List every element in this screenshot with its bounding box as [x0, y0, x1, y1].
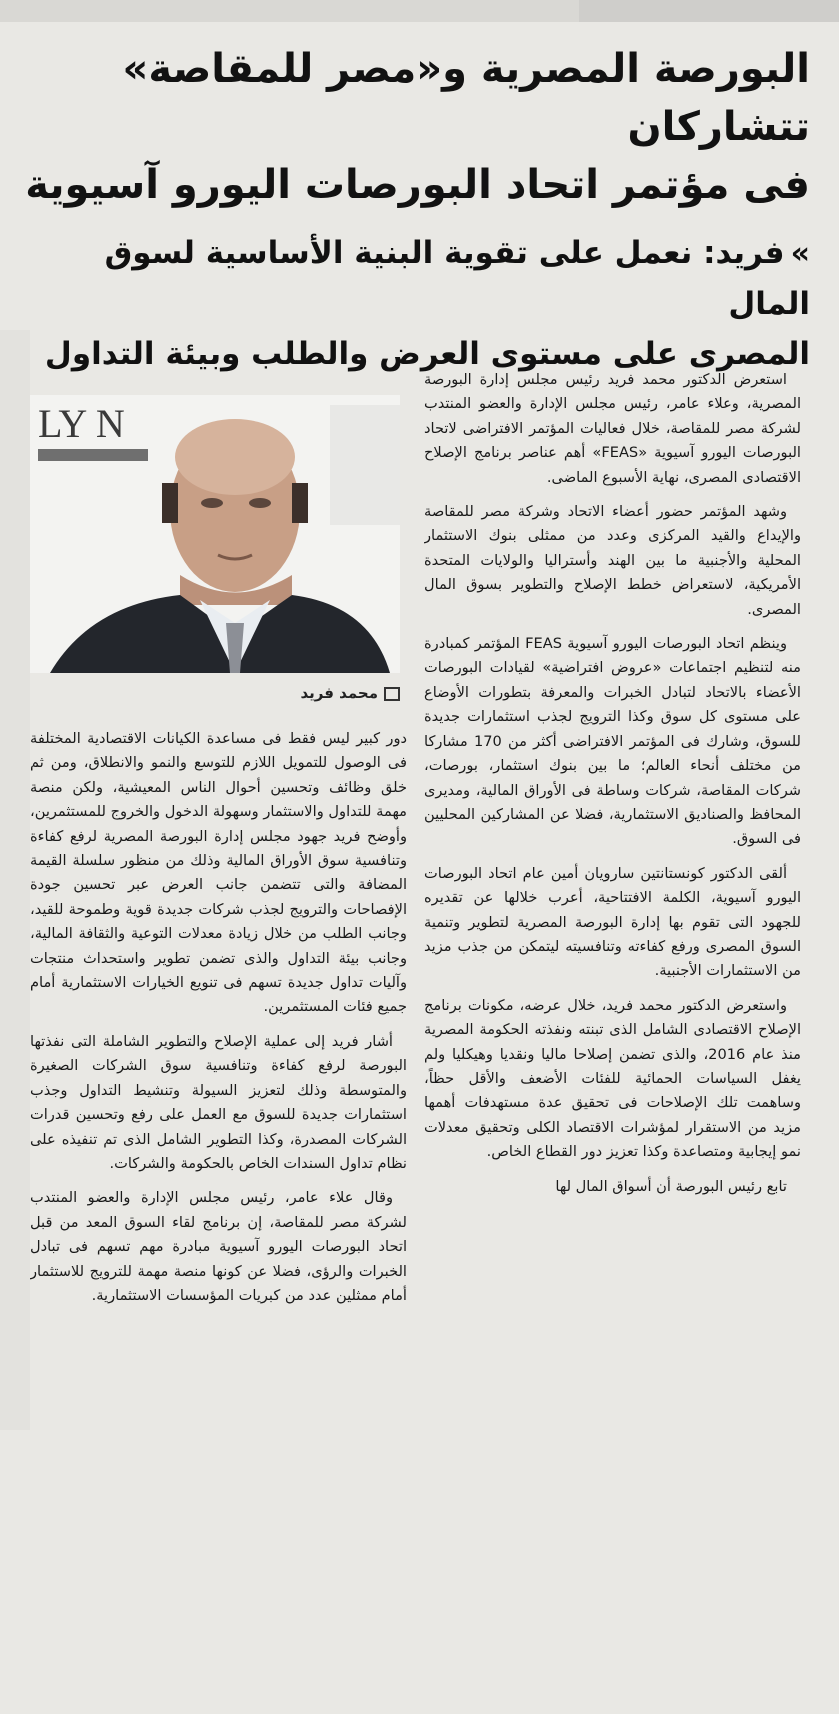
subhead-line-1-text: فريد: نعمل على تقوية البنية الأساسية لسوق المال [104, 235, 810, 322]
photo-caption [30, 684, 400, 706]
headline-line-2: فى مؤتمر اتحاد البورصات اليورو آسيوية [25, 162, 810, 208]
left-paragraph-1: دور كبير ليس فقط فى مساعدة الكيانات الاقتصادية المختلفة فى الوصول للتمويل اللازم للتوسع والنمو والانطلاق، ومن ثم خلق وظائف وتحسين أحوال الناس المعيشية، ولكن منصة مهمة للتداول والاستثمار وسهولة الدخول والخروج للمستثمرين، وأوضح فريد جهود مجلس إدارة البورصة المصرية لرفع كفاءة وتنافسية سوق الأوراق المالية وذلك من منظور سلسلة القيمة المضافة والتى تتضمن جانب العرض عبر تحسين جودة الإفصاحات والترويج لجذب شركات جديدة قوية وطموحة للقيد، وجانب الطلب من خلال زيادة معدلات التوعية والثقافة المالية، وجانب بيئة التداول والذى تضمن تطوير واستحداث منتجات وآليات تداول جديدة تسهم فى تنويع الخيارات الاستثمارية أمام جميع فئات المستثمرين. [30, 730, 407, 1016]
article-headline [20, 40, 810, 214]
left-paragraph-2: أشار فريد إلى عملية الإصلاح والتطوير الشاملة التى نفذتها البورصة لرفع كفاءة وتنافسية سوق الشركات الصغيرة والمتوسطة وذلك لتعزيز السيولة وتنشيط التداول وجذب استثمارات جديدة للسوق مع العمل على رفع وتحسين قدرات الشركات المصدرة، وكذا التطوير الشامل الذى تم تنفيذه على نظام تداول السندات الخاص بالحكومة والشركات. [30, 1032, 407, 1172]
portrait-photo-graphic [30, 395, 400, 673]
subhead-line-2: المصرى على مستوى العرض والطلب وبيئة التداول [44, 336, 810, 372]
camera-icon [384, 687, 400, 701]
article-column-left [30, 727, 407, 1714]
portrait-photo [30, 395, 400, 673]
backdrop-logo-text: LY N [38, 401, 125, 446]
bleed-through-margin [0, 330, 30, 1430]
article-column-right [424, 368, 801, 1714]
right-paragraph-2: وشهد المؤتمر حضور أعضاء الاتحاد وشركة مصر للمقاصة والإيداع والقيد المركزى وعدد من ممثلى بنوك الاستثمار المحلية والأجنبية ما بين الهند وأستراليا والولايات المتحدة الأمريكية، لاستعراض خطط الإصلاح والتطوير بسوق المال المصرى. [424, 503, 801, 618]
subhead-line-1 [20, 228, 810, 329]
top-strip [0, 0, 839, 22]
right-paragraph-4: ألقى الدكتور كونستانتين سارويان أمين عام اتحاد البورصات اليورو آسيوية، الكلمة الافتتاحية، أعرب خلالها عن تقديره للجهود التى تقوم بها إدارة البورصة المصرية لتطوير وتنمية السوق المصرى ورفع كفاءته وتنافسيته ليتمكن من جذب مزيد من الاستثمارات الأجنبية. [424, 864, 801, 980]
headline-line-1: البورصة المصرية و«مصر للمقاصة» تتشاركان [122, 46, 810, 150]
right-paragraph-1: استعرض الدكتور محمد فريد رئيس مجلس إدارة البورصة المصرية، وعلاء عامر، رئيس مجلس الإدارة والعضو المنتدب لشركة مصر للمقاصة، خلال فعاليات المؤتمر الافتراضى لاتحاد البورصات اليورو آسيوية «FEAS» أهم عناصر برنامج الإصلاح الاقتصادى المصرى، نهاية الأسبوع الماضى. [424, 371, 801, 486]
double-chevron-icon: » [790, 236, 810, 271]
right-paragraph-5: واستعرض الدكتور محمد فريد، خلال عرضه، مكونات برنامج الإصلاح الاقتصادى الشامل الذى تبنته ونفذته الحكومة المصرية منذ عام 2016، والذى تضمن إصلاحا ماليا ونقديا وهيكليا ولم يغفل السياسات الحمائية للفئات الأضعف والأقل حظاً، وساهمت تلك الإصلاحات فى تحقيق عدة مستهدفات أهمها مزيد من الاستقرار لمؤشرات الاقتصاد الكلى وتحقيق معدلات نمو إيجابية ومتصاعدة وكذا تعزيز دور القطاع الخاص. [424, 996, 801, 1161]
article-subheadline [20, 228, 810, 379]
photo-caption-text: محمد فريد [300, 684, 378, 702]
top-strip-tab [579, 0, 839, 22]
right-paragraph-3: وينظم اتحاد البورصات اليورو آسيوية FEAS المؤتمر كمبادرة منه لتنظيم اجتماعات «عروض افتراضية» لقيادات البورصات الأعضاء بالاتحاد لتبادل الخبرات والمعرفة بتطورات الأوضاع على مستوى كل سوق وكذا الترويج لجذب استثمارات جديدة للسوق، وشارك فى المؤتمر الافتراضى أكثر من 170 مشاركا من مختلف أنحاء العالم؛ ما بين بنوك استثمار، بورصات، شركات المقاصة، شركات وساطة فى الأوراق المالية، ومديرى المحافظ والصناديق الاستثمارية، فضلا عن المشاركين المحليين فى السوق. [424, 635, 801, 848]
left-paragraph-3: وقال علاء عامر، رئيس مجلس الإدارة والعضو المنتدب لشركة مصر للمقاصة، إن برنامج لقاء السوق المعد من قبل اتحاد البورصات اليورو آسيوية مبادرة مهم تسهم فى تبادل الخبرات والرؤى، فضلا عن كونها منصة مهمة للترويج للاستثمار أمام ممثلين عدد من كبريات المؤسسات الاستثمارية. [30, 1189, 407, 1304]
right-paragraph-6: تابع رئيس البورصة أن أسواق المال لها [555, 1177, 787, 1195]
